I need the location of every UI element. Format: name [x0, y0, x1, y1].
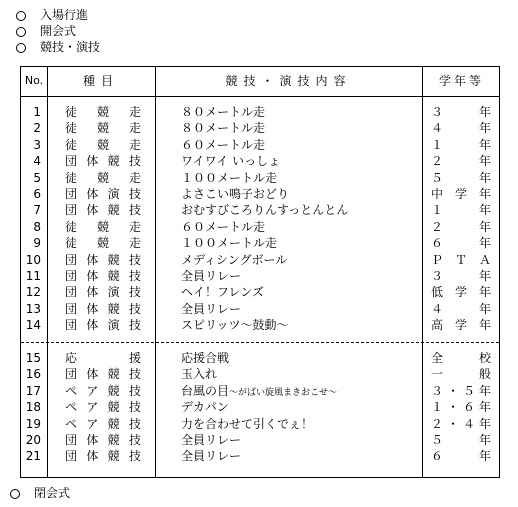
row-category: 団体競技: [65, 449, 141, 464]
row-category: ペア競技: [65, 400, 141, 415]
row-category: 徒競走: [65, 121, 141, 136]
row-number: 16: [25, 367, 41, 382]
row-grade: ６ 年: [431, 449, 491, 464]
row-event: ６０メートル走: [181, 137, 266, 152]
row-number: 10: [25, 252, 41, 267]
row-category: 団体競技: [65, 367, 141, 382]
row-category: ペア競技: [65, 416, 141, 431]
program-label: 競技・演技: [40, 40, 101, 54]
row-event: メディシングボール: [181, 252, 288, 267]
row-event: １００メートル走: [181, 170, 278, 185]
row-category: 徒競走: [65, 219, 141, 234]
circle-bullet-icon: [16, 43, 26, 53]
row-grade: ５ 年: [431, 433, 491, 447]
row-category: 徒競走: [65, 105, 141, 119]
row-event: デカパン: [181, 400, 229, 415]
row-category: 団体演技: [65, 285, 141, 300]
row-category: 団体競技: [65, 301, 141, 316]
row-category: 徒競走: [65, 170, 141, 185]
row-grade: １ 年: [431, 137, 491, 152]
row-grade: ４ 年: [431, 121, 491, 136]
column-divider: [155, 67, 156, 477]
row-grade: ＰＴＡ: [431, 252, 491, 267]
row-event: 全員リレー: [181, 449, 242, 464]
row-category: 応援: [65, 351, 141, 365]
header-divider: [21, 96, 499, 97]
row-category: 団体競技: [65, 154, 141, 169]
row-grade: ３ 年: [431, 105, 491, 119]
row-grade: 全 校: [431, 351, 491, 365]
row-category: 団体競技: [65, 252, 141, 267]
program-label: 開会式: [40, 24, 77, 38]
event-subtitle-text: ～がばい旋風まきおこせ～: [229, 387, 338, 398]
row-number: 8: [33, 219, 41, 234]
row-category: ペア競技: [65, 383, 141, 398]
row-category: 徒競走: [65, 236, 141, 251]
row-category: 団体競技: [65, 433, 141, 447]
row-category: 団体演技: [65, 187, 141, 201]
row-event: 力を合わせて引くでぇ！: [181, 416, 314, 431]
row-number: 20: [25, 433, 41, 447]
row-event: 全員リレー: [181, 433, 242, 447]
row-number: 14: [25, 318, 41, 333]
row-number: 6: [33, 187, 41, 201]
circle-bullet-icon: [10, 489, 20, 499]
row-number: 5: [33, 170, 41, 185]
circle-bullet-icon: [16, 11, 26, 21]
event-main-text: 台風の目: [181, 383, 230, 398]
closing-item: [10, 486, 70, 500]
row-number: 11: [25, 269, 41, 283]
row-event: よさこい鳴子おどり: [181, 187, 290, 201]
row-number: 13: [25, 301, 41, 316]
row-event: 玉入れ: [181, 367, 218, 382]
row-event: ８０メートル走: [181, 105, 266, 119]
row-event: 全員リレー: [181, 269, 242, 283]
program-item-opening: [16, 24, 76, 38]
row-number: 9: [33, 236, 41, 251]
program-table: [20, 66, 500, 478]
row-number: 4: [33, 154, 41, 169]
row-grade: 中学年: [431, 187, 491, 201]
row-number: 7: [33, 203, 41, 218]
row-event: ワイワイ いっしょ: [181, 154, 281, 169]
row-grade: ３ 年: [431, 269, 491, 283]
row-number: 2: [33, 121, 41, 136]
header-category: 種目: [82, 74, 119, 88]
program-item-events: [16, 40, 100, 54]
header-event: 競技・演技内容: [225, 74, 352, 88]
row-grade: ４ 年: [431, 301, 491, 316]
row-number: 19: [25, 416, 41, 431]
row-number: 17: [25, 383, 41, 398]
row-grade: １ 年: [431, 203, 491, 218]
program-item-entrance: [16, 8, 88, 22]
row-event: ６０メートル走: [181, 219, 266, 234]
row-grade: ５ 年: [431, 170, 491, 185]
row-event: ８０メートル走: [181, 121, 266, 136]
row-grade: 低学年: [431, 285, 491, 300]
row-grade: ６ 年: [431, 236, 491, 251]
row-number: 1: [33, 105, 41, 119]
row-event: [181, 384, 391, 398]
header-no: No.: [24, 74, 44, 87]
circle-bullet-icon: [16, 27, 26, 37]
row-grade: 高学年: [431, 318, 491, 333]
row-grade: ２ 年: [431, 154, 491, 169]
row-event: 応援合戦: [181, 351, 230, 365]
row-event: 全員リレー: [181, 301, 242, 316]
row-event: １００メートル走: [181, 236, 278, 251]
column-divider: [47, 67, 48, 477]
column-divider: [422, 67, 423, 477]
program-label: 入場行進: [40, 8, 89, 22]
row-grade: ２ 年: [431, 219, 491, 234]
header-grade: 学年等: [438, 74, 484, 88]
row-category: 団体競技: [65, 269, 141, 283]
row-category: 団体競技: [65, 203, 141, 218]
row-event: ヘイ！フレンズ: [181, 285, 264, 300]
closing-label: 閉会式: [34, 486, 71, 500]
row-grade: ２・４年: [431, 416, 491, 431]
row-number: 12: [25, 285, 41, 300]
row-grade: 一 般: [431, 367, 491, 382]
row-event: おむすびころりんすっとんとん: [181, 203, 349, 218]
row-grade: １・６年: [431, 400, 491, 415]
row-grade: ３・５年: [431, 383, 491, 398]
row-number: 15: [25, 351, 41, 365]
row-category: 徒競走: [65, 137, 141, 152]
row-number: 18: [25, 400, 41, 415]
dashed-divider: [21, 342, 499, 343]
row-category: 団体演技: [65, 318, 141, 333]
row-number: 3: [33, 137, 41, 152]
row-event: スピリッツ～鼓動～: [181, 318, 289, 333]
row-number: 21: [25, 449, 41, 464]
